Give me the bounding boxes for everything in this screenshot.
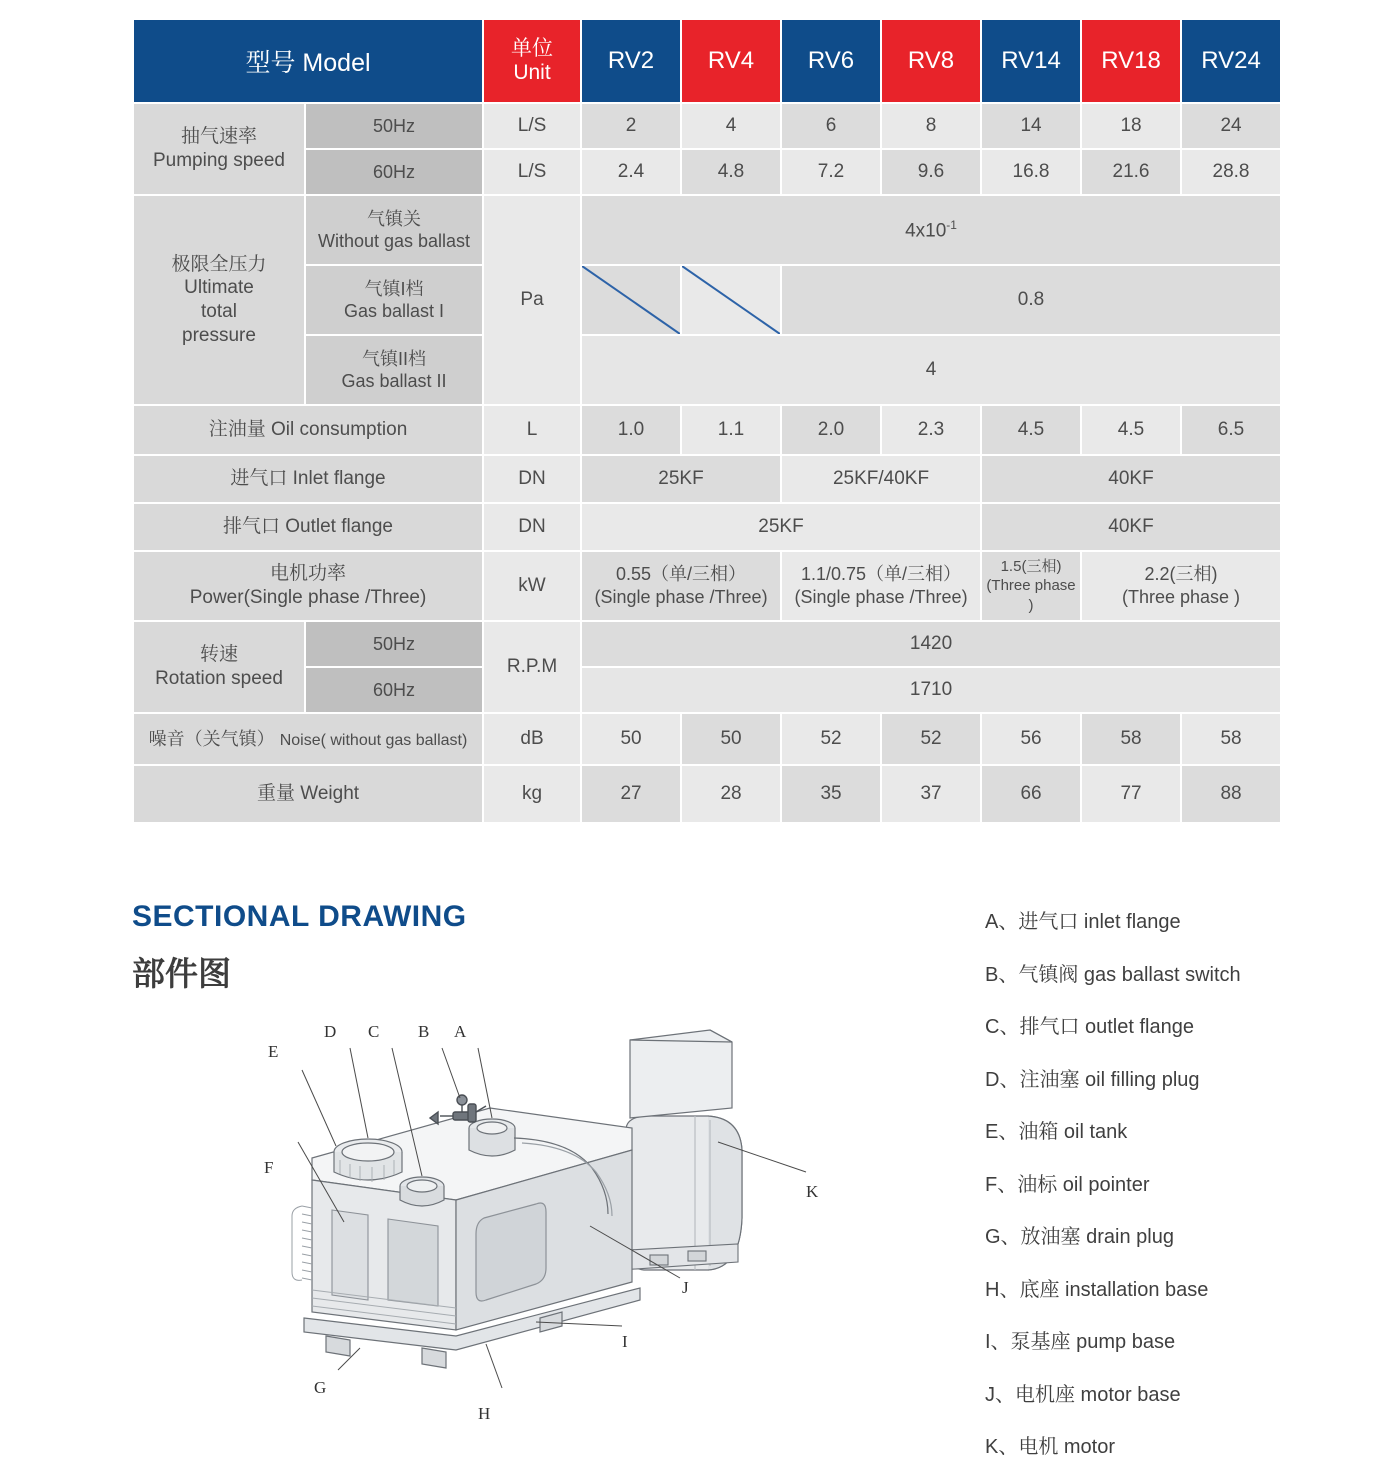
row-label-noise [133,713,483,765]
outlet-flange-unit: DN [483,503,581,551]
ultimate-pressure-en-3: pressure [182,324,256,346]
table-row [133,551,1281,621]
callout-label-D: D [324,1022,337,1041]
power-group2-top: 1.1/0.75（单/三相） [800,563,962,584]
cell-value: 52 [781,713,881,765]
table-row [133,265,1281,335]
gas-ballast-1-cn: 气镇I档 [364,278,424,299]
cell-value: 4.8 [681,149,781,195]
legend-item-k: K、电机 motor [985,1436,1116,1458]
cell-value: 27 [581,765,681,823]
cell-value: 0.8 [781,265,1281,335]
gas-ballast-1-label [305,265,483,335]
ultimate-pressure-unit: Pa [483,195,581,405]
noise-label-en: Noise( without gas ballast) [279,731,468,749]
callout-label-K: K [806,1182,819,1201]
row-label-inlet-flange: 进气口 Inlet flange [133,455,483,503]
row-label-outlet-flange: 排气口 Outlet flange [133,503,483,551]
header-model-rv6: RV6 [781,19,881,103]
ultimate-pressure-cn: 极限全压力 [171,253,267,275]
header-model: 型号 Model [133,19,483,103]
cell-value: 58 [1181,713,1281,765]
table-row [133,765,1281,823]
callout-label-J: J [682,1278,689,1297]
without-gas-ballast-label [305,195,483,265]
power-label-cn: 电机功率 [270,563,347,585]
table-row [133,103,1281,149]
legend-item-i: I、泵基座 pump base [985,1331,1176,1353]
noise-label-cn: 噪音（关气镇） [148,728,275,749]
sectional-title-en: SECTIONAL DRAWING [132,900,467,933]
pumping-speed-60hz-unit: L/S [483,149,581,195]
power-label-en: Power(Single phase /Three) [189,587,427,608]
cell-value: 35 [781,765,881,823]
header-unit-cn: 单位 [511,36,554,60]
cell-value: 24 [1181,103,1281,149]
callout-label-E: E [268,1042,279,1061]
power-group1-top: 0.55（单/三相） [615,563,747,584]
rotation-speed-en: Rotation speed [155,668,283,689]
noise-unit: dB [483,713,581,765]
table-row [133,455,1281,503]
without-gas-ballast-cn: 气镇关 [367,208,421,229]
table-row [133,335,1281,405]
rotation-speed-cn: 转速 [199,644,238,666]
cell-value: 28 [681,765,781,823]
cell-value: 1420 [581,621,1281,667]
cell-value: 58 [1081,713,1181,765]
power-group3-top: 1.5(三相) [1000,557,1062,575]
pumping-speed-50hz-unit: L/S [483,103,581,149]
cell-value: 66 [981,765,1081,823]
cell-value: 40KF [981,455,1281,503]
callout-label-H: H [478,1404,491,1423]
header-model-rv24: RV24 [1181,19,1281,103]
table-header-row [133,19,1281,103]
oil-consumption-unit: L [483,405,581,455]
legend-item-e: E、油箱 oil tank [985,1121,1128,1143]
ultimate-pressure-en-2: total [201,301,237,322]
rotation-speed-50hz-label: 50Hz [305,621,483,667]
cell-value: 2 [581,103,681,149]
table-row [133,667,1281,713]
cell-value: 1.0 [581,405,681,455]
table-row [133,621,1281,667]
cell-value [581,551,781,621]
cell-value: 2.3 [881,405,981,455]
cell-value: 6 [781,103,881,149]
cell-value: 40KF [981,503,1281,551]
power-group1-bottom: (Single phase /Three) [594,587,768,607]
legend-item-a: A、进气口 inlet flange [985,911,1181,933]
legend-item-j: J、电机座 motor base [985,1383,1181,1406]
power-group4-top: 2.2(三相) [1144,563,1218,584]
rotation-speed-unit: R.P.M [483,621,581,713]
specifications-table [132,18,1282,824]
gas-ballast-2-label [305,335,483,405]
cell-value [581,195,1281,265]
callout-label-I: I [622,1332,628,1351]
row-label-pumping-speed [133,103,305,195]
power-group4-bottom: (Three phase ) [1121,587,1241,607]
without-ballast-value: 4x10 [905,220,947,242]
cell-value: 8 [881,103,981,149]
legend-item-g: G、放油塞 drain plug [985,1226,1174,1248]
cell-value: 4 [581,335,1281,405]
row-label-ultimate-pressure [133,195,305,405]
sectional-legend [985,905,1385,1483]
cell-value: 52 [881,713,981,765]
cell-value: 2.0 [781,405,881,455]
cell-value: 7.2 [781,149,881,195]
pump-sectional-drawing [240,1000,880,1420]
power-unit: kW [483,551,581,621]
row-label-weight: 重量 Weight [133,765,483,823]
callout-label-C: C [368,1022,380,1041]
pump-illustration [240,1000,880,1420]
legend-item-d: D、注油塞 oil filling plug [985,1068,1200,1091]
cell-value: 9.6 [881,149,981,195]
gas-ballast-2-cn: 气镇II档 [362,348,427,369]
callout-label-A: A [454,1022,467,1041]
header-model-rv8: RV8 [881,19,981,103]
cell-value: 50 [681,713,781,765]
weight-unit: kg [483,765,581,823]
rotation-speed-60hz-label: 60Hz [305,667,483,713]
power-group2-bottom: (Single phase /Three) [794,587,968,607]
row-label-oil-consumption: 注油量 Oil consumption [133,405,483,455]
cell-value: 25KF [581,455,781,503]
cell-value: 4.5 [981,405,1081,455]
without-ballast-exponent: -1 [946,217,957,232]
cell-value: 50 [581,713,681,765]
table-row [133,405,1281,455]
cell-value [781,551,981,621]
cell-value: 1.1 [681,405,781,455]
cell-value: 56 [981,713,1081,765]
sectional-title-cn: 部件图 [132,955,231,992]
cell-value: 37 [881,765,981,823]
cell-value: 88 [1181,765,1281,823]
gas-ballast-1-en: Gas ballast I [343,301,445,321]
header-unit-en: Unit [513,61,551,84]
without-gas-ballast-en: Without gas ballast [317,231,471,251]
cell-value: 4 [681,103,781,149]
inlet-flange-unit: DN [483,455,581,503]
cell-value [1081,551,1281,621]
legend-item-h: H、底座 installation base [985,1278,1209,1301]
table-row [133,713,1281,765]
table-row [133,503,1281,551]
table-row [133,195,1281,265]
pumping-speed-60hz-label: 60Hz [305,149,483,195]
cell-value: 1710 [581,667,1281,713]
row-label-rotation-speed [133,621,305,713]
legend-item-c: C、排气口 outlet flange [985,1016,1194,1038]
table-row [133,149,1281,195]
pumping-speed-50hz-label: 50Hz [305,103,483,149]
ultimate-pressure-en-1: Ultimate [184,277,254,299]
legend-item-b: B、气镇阀 gas ballast switch [985,963,1241,986]
cell-value: 2.4 [581,149,681,195]
callout-label-B: B [418,1022,430,1041]
cell-value: 28.8 [1181,149,1281,195]
pumping-speed-cn: 抽气速率 [180,126,257,148]
header-model-rv4: RV4 [681,19,781,103]
cell-value: 21.6 [1081,149,1181,195]
cell-value: 18 [1081,103,1181,149]
cell-value: 77 [1081,765,1181,823]
legend-item-f: F、油标 oil pointer [985,1173,1150,1196]
power-group3-bottom: (Three phase ) [986,577,1076,614]
pumping-speed-en: Pumping speed [152,150,286,171]
cell-value: 6.5 [1181,405,1281,455]
callout-label-F: F [264,1158,274,1177]
header-model-rv2: RV2 [581,19,681,103]
cell-value: 16.8 [981,149,1081,195]
cell-value: 25KF/40KF [781,455,981,503]
gas-ballast-2-en: Gas ballast II [341,371,447,391]
cell-not-applicable [681,265,781,335]
cell-value: 14 [981,103,1081,149]
cell-not-applicable [581,265,681,335]
callout-label-G: G [314,1378,327,1397]
row-label-power [133,551,483,621]
header-model-rv18: RV18 [1081,19,1181,103]
cell-value [981,551,1081,621]
header-model-rv14: RV14 [981,19,1081,103]
header-unit [483,19,581,103]
spec-table-container [132,18,1280,824]
cell-value: 4.5 [1081,405,1181,455]
cell-value: 25KF [581,503,981,551]
